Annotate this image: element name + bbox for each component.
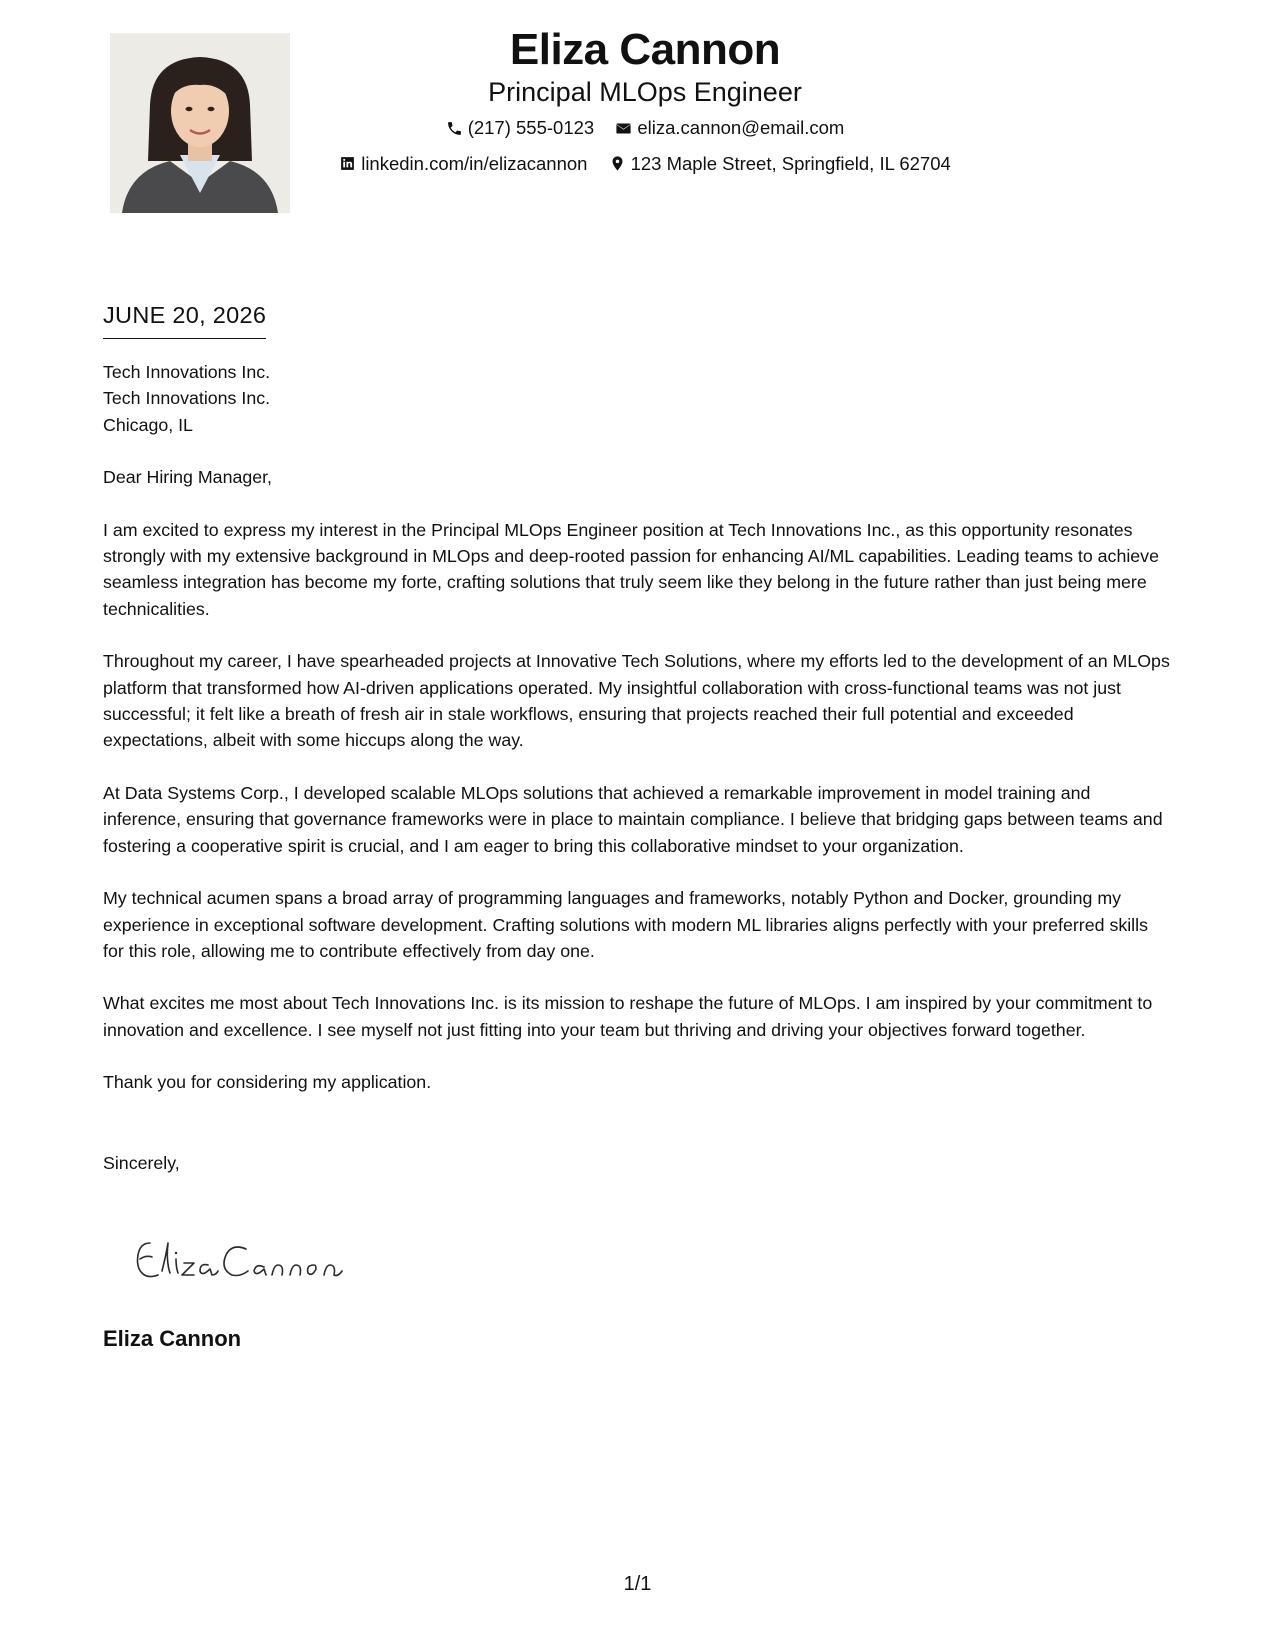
portrait-illustration xyxy=(110,33,290,213)
letter-body xyxy=(103,359,1173,1176)
body-paragraph: At Data Systems Corp., I developed scalable MLOps solutions that achieved a remarkable improvement in model training and inference, ensuring that governance frameworks were in place to maintain compliance. I believe that bridging gaps between teams and fostering a cooperative spirit is crucial, and I am eager to bring this collaborative mindset to your organization. xyxy=(103,782,1163,856)
body-paragraph: What excites me most about Tech Innovations Inc. is its mission to reshape the future of MLOps. I am inspired by your commitment to innovation and excellence. I see myself not just fitting into your team but thriving and driving your objectives forward together. xyxy=(103,993,1153,1040)
map-pin-icon xyxy=(609,155,626,172)
letter-date: JUNE 20, 2026 xyxy=(103,300,266,339)
email-text: eliza.cannon@email.com xyxy=(637,117,845,138)
phone-contact xyxy=(446,116,595,140)
body-paragraph: My technical acumen spans a broad array of programming languages and frameworks, notably Python and Docker, grounding my experience in exceptional software development. Crafting solutions with modern ML libraries aligns perfectly with your preferred skills for this role, allowing me to contribute effectively from day one. xyxy=(103,888,1148,961)
linkedin-icon xyxy=(339,155,356,172)
phone-icon xyxy=(446,120,463,137)
contact-row-2 xyxy=(300,152,990,179)
body-paragraph: Thank you for considering my application. xyxy=(103,1072,432,1093)
applicant-name: Eliza Cannon xyxy=(509,25,781,74)
job-title: Principal MLOps Engineer xyxy=(488,77,802,107)
contact-row-1 xyxy=(300,116,990,143)
recipient-line: Chicago, IL xyxy=(103,414,193,435)
linkedin-text: linkedin.com/in/elizacannon xyxy=(361,152,588,174)
envelope-icon xyxy=(615,120,632,137)
phone-text: (217) 555-0123 xyxy=(467,117,595,138)
handwritten-signature xyxy=(128,1235,348,1287)
closing: Sincerely, xyxy=(103,1152,180,1173)
body-paragraph: I am excited to express my interest in the Principal MLOps Engineer position at Tech Innovations Inc., as this opportunity resonates strongly with my extensive background in MLOps and deep-rooted passion for enhancing AI/ML capabilities. Leading teams to achieve seamless integration has become my forte, crafting solutions that truly seem like they belong in the future rather than just being mere technicalities. xyxy=(103,519,1159,619)
signer-name: Eliza Cannon xyxy=(103,1326,242,1351)
recipient-line: Tech Innovations Inc. xyxy=(103,362,271,382)
recipient-block xyxy=(103,359,1173,438)
address-contact xyxy=(609,152,951,176)
recipient-line: Tech Innovations Inc. xyxy=(103,388,271,409)
salutation: Dear Hiring Manager, xyxy=(103,467,272,488)
body-paragraph: Throughout my career, I have spearheaded projects at Innovative Tech Solutions, where my efforts led to the development of an MLOps platform that transformed how AI-driven applications operated. My insightful collaboration with cross-functional teams was not just successful; it felt like a breath of fresh air in stale workflows, ensuring that projects reached their full potential and exceeded expectations, albeit with some hiccups along the way. xyxy=(103,651,1170,751)
address-text: 123 Maple Street, Springfield, IL 62704 xyxy=(630,152,951,174)
page-number: 1/1 xyxy=(623,1573,652,1595)
profile-photo xyxy=(110,33,290,213)
email-contact xyxy=(615,116,844,140)
linkedin-contact xyxy=(339,152,587,176)
letter-header xyxy=(300,24,990,178)
